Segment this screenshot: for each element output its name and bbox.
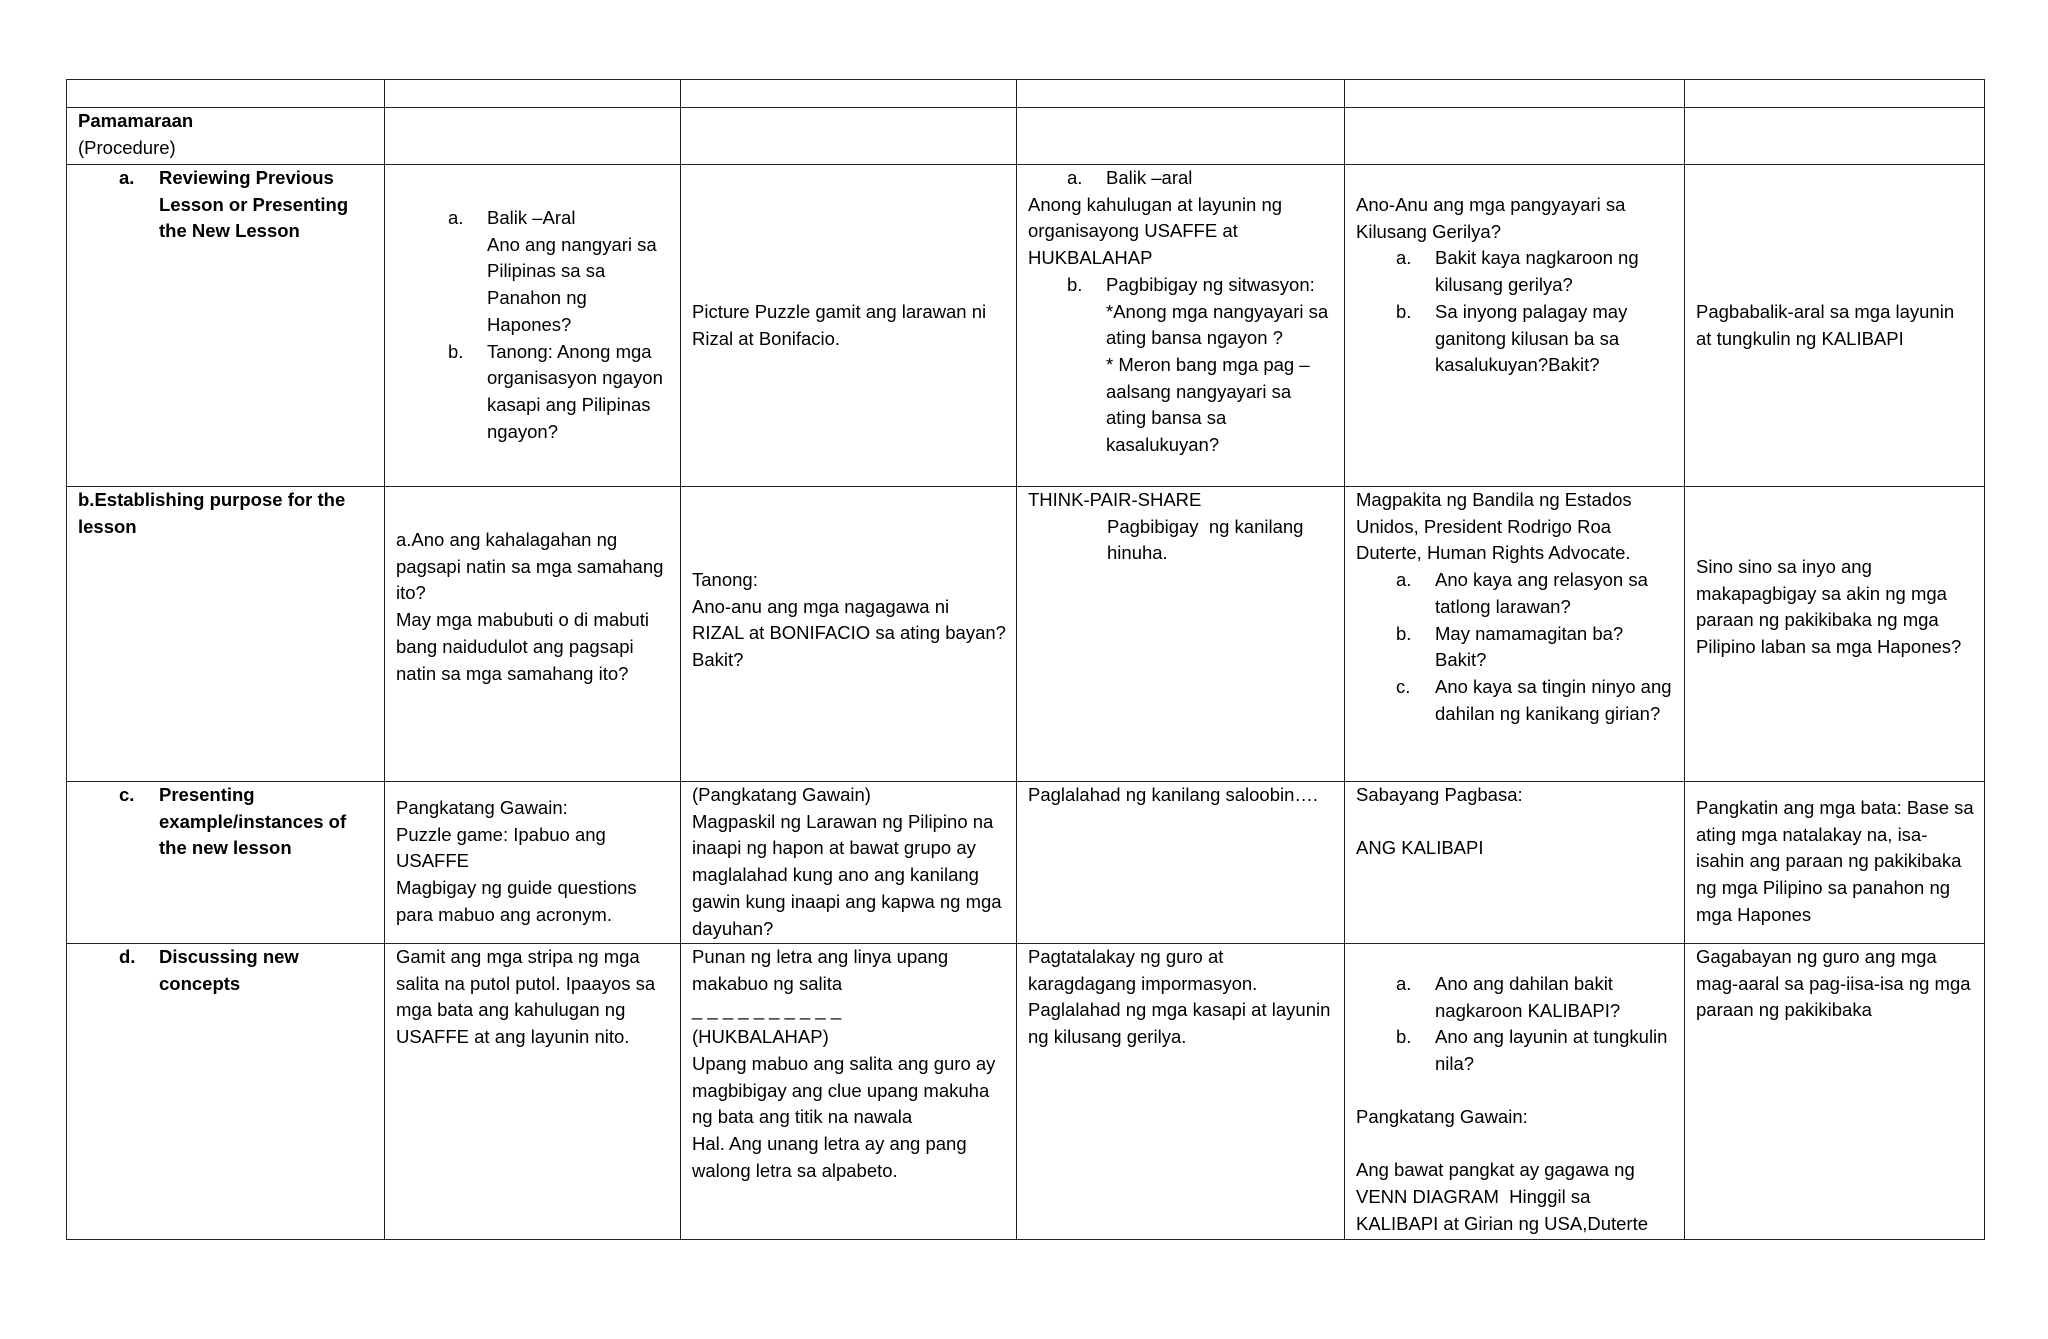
list-marker: a. [448,207,464,228]
cell-text: Sino sino sa inyo ang makapagbigay sa akin ng mga paraan ng pakikibaka ng mga Pilipino laban sa mga Hapones? [1696,556,1962,658]
numbered-list [1356,245,1674,379]
row-label-text: b.Establishing purpose for the lesson [78,489,351,537]
cell-text: Pagbabalik-aral sa mga layunin at tungkulin ng KALIBAPI [1696,301,1960,349]
list-item [1396,299,1674,379]
cell-text: THINK-PAIR-SHARE [1028,489,1202,510]
table-cell [67,80,385,108]
row-marker: d. [119,946,136,967]
list-item-text: Bakit kaya nagkaroon ng kilusang gerilya? [1435,247,1644,296]
table-row [67,944,1985,1240]
row-label [78,944,374,997]
cell-text: Pangkatang Gawain: Puzzle game: Ipabuo ang USAFFE Magbigay ng guide questions para mabuo ang acronym. [396,797,637,925]
row-label-cell [67,944,385,1240]
table-cell [1685,944,1985,1240]
cell-text: Sabayang Pagbasa: ANG KALIBAPI [1356,784,1523,859]
procedure-title: Pamamaraan [78,110,194,131]
table-cell [385,944,681,1240]
table-cell [1685,80,1985,108]
table-row [67,80,1985,108]
table-row [67,165,1985,487]
table-cell [681,487,1017,782]
row-label [78,165,374,245]
list-item [1028,165,1334,192]
list-item [448,205,670,339]
list-marker: b. [1396,622,1412,644]
list-marker: b. [448,340,464,362]
table-cell [1017,782,1345,944]
table-cell [1685,108,1985,165]
table-cell [1685,487,1985,782]
cell-text: Pagtatalakay ng guro at karagdagang impormasyon. Paglalahad ng mga kasapi at layunin ng kilusang gerilya. [1028,946,1331,1048]
list-item-text: Sa inyong palagay may ganitong kilusan ba sa kasalukuyan?Bakit? [1435,300,1633,376]
cell-text: Gamit ang mga stripa ng mga salita na putol putol. Ipaayos sa mga bata ang kahulugan ng USAFFE at ang layunin nito. [396,946,661,1048]
list-marker: a. [1067,167,1083,188]
table-cell [1345,165,1685,487]
list-item-text: Tanong: Anong mga organisasyon ngayon kasapi ang Pilipinas ngayon? [487,340,669,442]
row-label-cell [67,782,385,944]
numbered-list [396,205,670,445]
list-item-text: Ano kaya sa tingin ninyo ang dahilan ng kanikang girian? [1435,675,1677,724]
list-item-text: Ano kaya ang relasyon sa tatlong larawan? [1435,569,1654,617]
row-label-text: Discussing new concepts [159,946,299,994]
list-marker: a. [1396,569,1412,591]
cell-text: Pagbibigay ng kanilang hinuha. [1107,515,1309,564]
list-marker: b. [1067,273,1083,295]
table-cell [681,944,1017,1240]
table-cell [385,487,681,782]
list-item-text: Pagbibigay ng sitwasyon: *Anong mga nangyayari sa ating bansa ngayon ? * Meron bang mga pag –aalsang nangyayari sa ating bansa sa kasalukuyan? [1106,273,1329,456]
table-cell [1017,80,1345,108]
table-cell [1345,487,1685,782]
list-marker: b. [1396,1026,1412,1048]
list-item [1028,272,1334,459]
list-marker: a. [1396,247,1412,269]
list-item-text: Balik –Aral Ano ang nangyari sa Pilipinas sa sa Panahon ng Hapones? [487,207,657,335]
list-marker: a. [1396,973,1412,994]
cell-text: (Pangkatang Gawain) Magpaskil ng Larawan ng Pilipino na inaapi ng hapon at bawat grupo ay maglalahad kung ano ang kanilang gawin kung inaapi ang kapwa ng mga dayuhan? [692,784,1002,939]
cell-text: Punan ng letra ang linya upang makabuo ng salita _ _ _ _ _ _ _ _ _ _ (HUKBALAHAP) Upang mabuo ang salita ang guro ay magbibigay ang clue upang makuha ng bata ang titik na nawala Hal. Ang unang letra ay ang pang walong letra sa alpabeto. [692,946,996,1181]
list-item [1396,674,1677,727]
cell-text: Ano-Anu ang mga pangyayari sa Kilusang Gerilya? [1356,194,1631,242]
table-cell [681,80,1017,108]
table-cell [1345,80,1685,108]
table-cell [385,165,681,487]
cell-text: Pangkatang Gawain: Ang bawat pangkat ay gagawa ng VENN DIAGRAM Hinggil sa KALIBAPI at Girian ng USA,Duterte [1356,1105,1649,1234]
table-cell [1017,944,1345,1240]
list-marker: c. [1396,675,1411,697]
table-cell [1345,782,1685,944]
procedure-subtitle: (Procedure) [78,136,176,158]
numbered-list [1356,567,1677,727]
cell-text: Paglalahad ng kanilang saloobin…. [1028,784,1319,805]
row-label [78,782,374,862]
table-cell [385,80,681,108]
list-item [448,339,670,446]
cell-text: a.Ano ang kahalagahan ng pagsapi natin sa mga samahang ito? May mga mabubuti o di mabuti bang naidudulot ang pagsapi natin sa mga samahang ito? [396,529,664,684]
list-item-text: Ano ang dahilan bakit nagkaroon KALIBAPI? [1435,973,1621,1021]
list-item-text: Balik –aral [1106,167,1193,188]
table-row [67,108,1985,165]
cell-text: Tanong: Ano-anu ang mga nagagawa ni RIZAL at BONIFACIO sa ating bayan?Bakit? [692,569,1006,671]
cell-text: Gagabayan ng guro ang mga mag-aaral sa pag-iisa-isa ng mga paraan ng pakikibaka [1696,946,1976,1021]
table-cell [1685,782,1985,944]
list-item [1396,621,1674,674]
table-row [67,782,1985,944]
table-row [67,487,1985,782]
list-item [1396,1024,1674,1077]
table-cell [1017,108,1345,165]
table-cell [1685,165,1985,487]
row-label-text: Presenting example/instances of the new lesson [159,784,347,859]
row-label-cell [67,487,385,782]
numbered-list [1356,971,1674,1078]
row-marker: c. [119,784,135,805]
cell-text: Pangkatin ang mga bata: Base sa ating mga natalakay na, isa-isahin ang paraan ng pakikibaka ng mga Pilipino sa panahon ng mga Hapones [1696,797,1979,925]
list-item-text: May namamagitan ba? Bakit? [1435,622,1629,671]
list-item-text: Ano ang layunin at tungkulin nila? [1435,1026,1673,1075]
table-cell [681,108,1017,165]
cell-text: Magpakita ng Bandila ng Estados Unidos, President Rodrigo Roa Duterte, Human Rights Advocate. [1356,489,1637,564]
procedure-header-cell [67,108,385,165]
table-cell [1345,108,1685,165]
list-item [1396,567,1674,620]
row-label-text: Reviewing Previous Lesson or Presenting the New Lesson [159,167,349,242]
table-cell [681,782,1017,944]
cell-text: Anong kahulugan at layunin ng organisayong USAFFE at HUKBALAHAP [1028,193,1288,269]
list-item [1396,245,1674,298]
table-cell [1017,165,1345,487]
table-cell [1017,487,1345,782]
table-cell [385,108,681,165]
row-marker: a. [119,167,135,188]
table-cell [385,782,681,944]
list-marker: b. [1396,300,1412,322]
table-cell [681,165,1017,487]
table-cell [1345,944,1685,1240]
lesson-plan-table [66,79,1985,1240]
list-item [1396,971,1674,1024]
cell-text: Picture Puzzle gamit ang larawan ni Rizal at Bonifacio. [692,301,992,349]
row-label-cell [67,165,385,487]
